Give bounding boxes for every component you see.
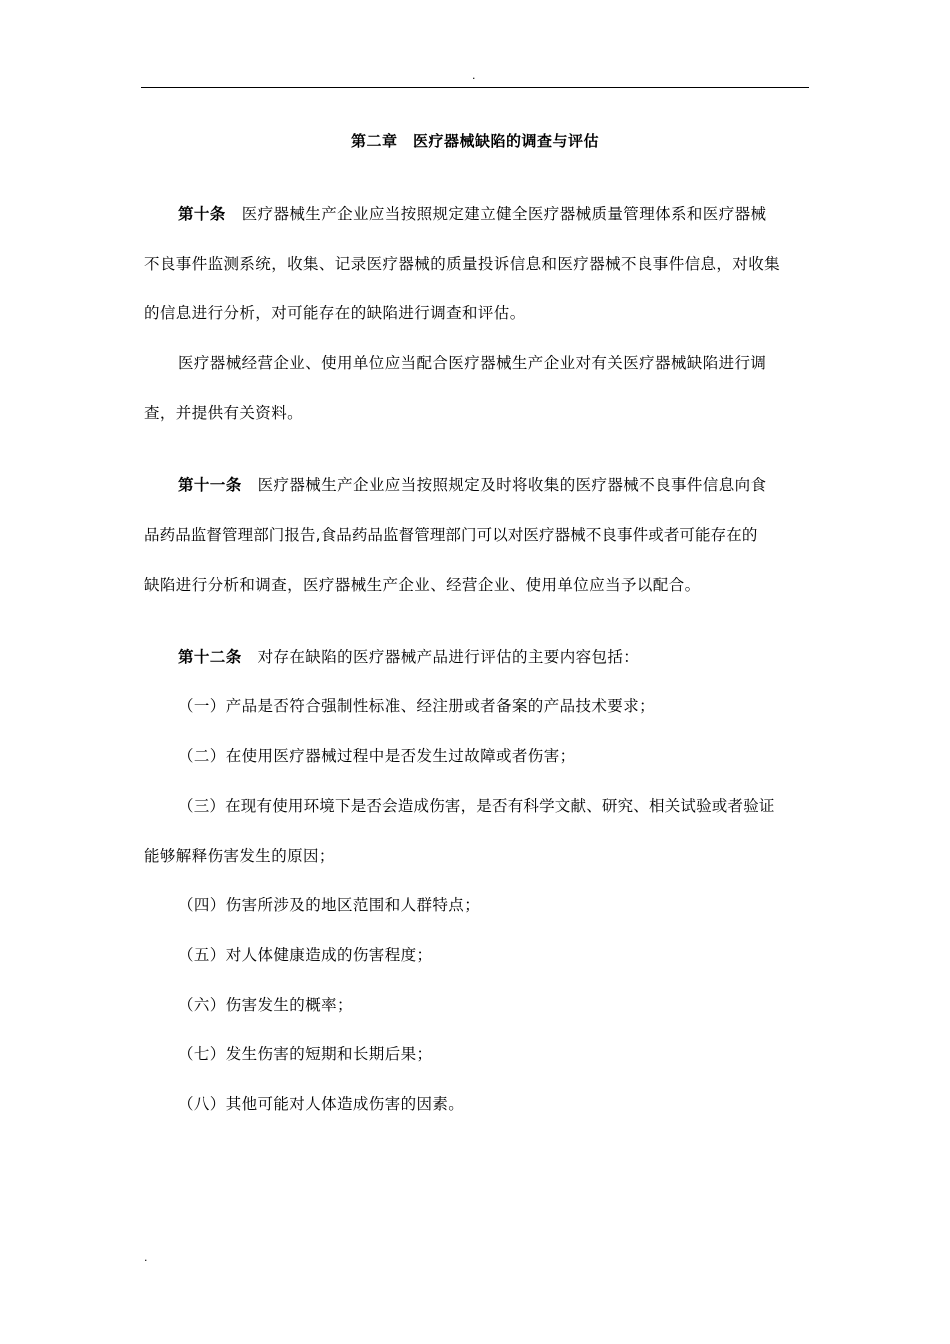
footer-mark: . (144, 1251, 148, 1264)
article-10-para2-line: 查，并提供有关资料。 (144, 404, 304, 422)
article-12-item: （八）其他可能对人体造成伤害的因素。 (178, 1095, 465, 1113)
header-mark: . (472, 69, 476, 82)
article-11-line: 品药品监督管理部门报告,食品药品监督管理部门可以对医疗器械不良事件或者可能存在的 (144, 526, 758, 544)
article-10-text: 医疗器械生产企业应当按照规定建立健全医疗器械质量管理体系和医疗器械 (241, 205, 767, 223)
article-12-item: （七）发生伤害的短期和长期后果； (178, 1045, 433, 1063)
article-10-para2-line: 医疗器械经营企业、使用单位应当配合医疗器械生产企业对有关医疗器械缺陷进行调 (178, 354, 767, 372)
article-12-intro: 对存在缺陷的医疗器械产品进行评估的主要内容包括： (257, 648, 640, 666)
article-10-line: 不良事件监测系统，收集、记录医疗器械的质量投诉信息和医疗器械不良事件信息，对收集 (144, 255, 781, 273)
article-11-line: 缺陷进行分析和调查，医疗器械生产企业、经营企业、使用单位应当予以配合。 (144, 576, 701, 594)
article-12-item: （一）产品是否符合强制性标准、经注册或者备案的产品技术要求； (178, 697, 656, 715)
article-11-text: 医疗器械生产企业应当按照规定及时将收集的医疗器械不良事件信息向食 (257, 476, 767, 494)
article-10-first-line (178, 204, 766, 224)
article-12-item: （五）对人体健康造成的伤害程度； (178, 946, 433, 964)
article-12-item: （三）在现有使用环境下是否会造成伤害，是否有科学文献、研究、相关试验或者验证 (178, 797, 775, 815)
article-12-item: （四）伤害所涉及的地区范围和人群特点； (178, 896, 481, 914)
article-10-line: 的信息进行分析，对可能存在的缺陷进行调查和评估。 (144, 304, 526, 322)
article-12-item: （六）伤害发生的概率； (178, 996, 353, 1014)
header-rule (141, 87, 809, 88)
article-11-first-line (178, 475, 766, 495)
article-11-label: 第十一条 (178, 476, 242, 494)
article-12-first-line (178, 647, 639, 667)
article-10-label: 第十条 (178, 205, 226, 223)
chapter-title: 第二章 医疗器械缺陷的调查与评估 (350, 132, 599, 150)
article-12-item: （二）在使用医疗器械过程中是否发生过故障或者伤害； (178, 747, 576, 765)
article-12-item-continuation: 能够解释伤害发生的原因； (144, 847, 335, 865)
article-12-label: 第十二条 (178, 648, 242, 666)
